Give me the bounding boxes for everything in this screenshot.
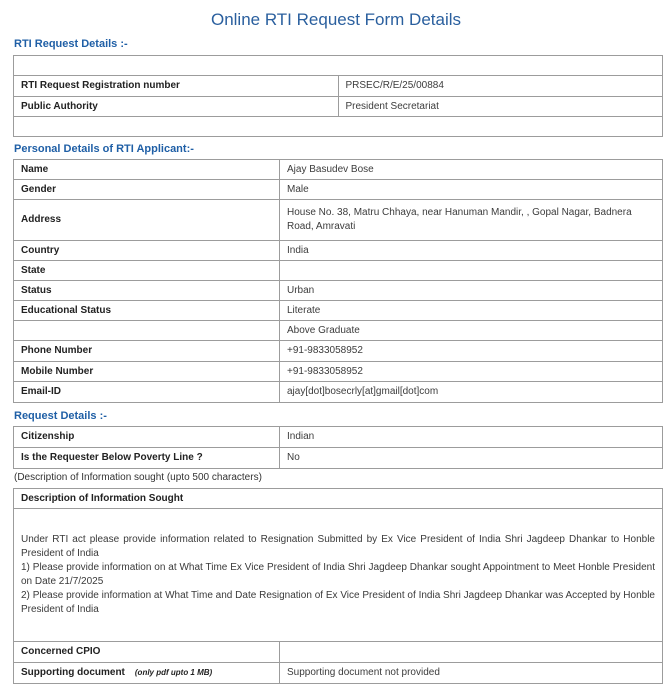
description-line: 1) Please provide information on at What Time Ex Vice President of India Shri Jagdeep Dhankar sought Appointment to Meet Honble President on Date 21/7/2025 — [21, 562, 655, 587]
description-table — [13, 488, 663, 642]
country-value: India — [280, 241, 663, 261]
table-row — [14, 281, 663, 301]
gender-label: Gender — [14, 180, 280, 200]
table-row — [14, 341, 663, 362]
name-label: Name — [14, 160, 280, 180]
table-row — [14, 261, 663, 281]
description-line: Under RTI act please provide information related to Resignation Submitted by Ex Vice President of India Shri Jagdeep Dhankar to Honble President of India — [21, 534, 655, 559]
mobile-value: +91-9833058952 — [280, 362, 663, 382]
table-row — [14, 97, 663, 117]
table-row — [14, 509, 663, 642]
bpl-label: Is the Requester Below Poverty Line ? — [14, 448, 280, 469]
bpl-value: No — [280, 448, 663, 469]
description-note: (Description of Information sought (upto 500 characters) — [14, 472, 262, 483]
table-row — [14, 663, 663, 684]
authority-label: Public Authority — [14, 97, 339, 117]
table-row — [14, 489, 663, 509]
gender-value: Male — [280, 180, 663, 200]
authority-value: President Secretariat — [338, 97, 663, 117]
description-header: Description of Information Sought — [14, 489, 663, 509]
status-value: Urban — [280, 281, 663, 301]
table-row — [14, 160, 663, 180]
description-line: 2) Please provide information at What Time and Date Resignation of Ex Vice President of India Shri Jagdeep Dhankar was Accepted by Honble President of India — [21, 590, 655, 615]
table-row — [14, 362, 663, 382]
page-title: Online RTI Request Form Details — [210, 10, 462, 29]
phone-value: +91-9833058952 — [280, 341, 663, 362]
table-row — [14, 241, 663, 261]
name-value: Ajay Basudev Bose — [280, 160, 663, 180]
supporting-document-cell — [14, 663, 280, 684]
empty-cell — [14, 56, 663, 76]
cpio-value — [280, 642, 663, 663]
table-row — [14, 642, 663, 663]
registration-label: RTI Request Registration number — [14, 76, 339, 97]
table-row — [14, 76, 663, 97]
applicant-table — [13, 159, 663, 403]
address-label: Address — [14, 200, 280, 241]
table-row — [14, 448, 663, 469]
citizenship-value: Indian — [280, 427, 663, 448]
section-personal-details: Personal Details of RTI Applicant:- — [14, 143, 194, 155]
email-value: ajay[dot]bosecrly[at]gmail[dot]com — [280, 382, 663, 403]
cpio-label: Concerned CPIO — [14, 642, 280, 663]
supporting-hint: (only pdf upto 1 MB) — [134, 668, 213, 677]
mobile-label: Mobile Number — [14, 362, 280, 382]
empty-cell — [14, 321, 280, 341]
table-row — [14, 301, 663, 321]
state-label: State — [14, 261, 280, 281]
citizenship-label: Citizenship — [14, 427, 280, 448]
state-value — [280, 261, 663, 281]
cpio-table — [13, 641, 663, 684]
table-row — [14, 117, 663, 137]
registration-value: PRSEC/R/E/25/00884 — [338, 76, 663, 97]
request-table — [13, 426, 663, 469]
education-label: Educational Status — [14, 301, 280, 321]
section-rti-request-details: RTI Request Details :- — [14, 38, 128, 50]
phone-label: Phone Number — [14, 341, 280, 362]
email-label: Email-ID — [14, 382, 280, 403]
education-extra-value: Above Graduate — [280, 321, 663, 341]
table-row — [14, 56, 663, 76]
education-value: Literate — [280, 301, 663, 321]
table-row — [14, 200, 663, 241]
table-row — [14, 427, 663, 448]
table-row — [14, 180, 663, 200]
description-text — [14, 509, 663, 642]
empty-cell — [14, 117, 663, 137]
supporting-label: Supporting document — [21, 667, 125, 678]
section-request-details: Request Details :- — [14, 410, 107, 422]
status-label: Status — [14, 281, 280, 301]
table-row — [14, 382, 663, 403]
address-value: House No. 38, Matru Chhaya, near Hanuman Mandir, , Gopal Nagar, Badnera Road, Amravati — [280, 200, 663, 241]
rti-request-table — [13, 55, 663, 137]
supporting-value: Supporting document not provided — [280, 663, 663, 684]
country-label: Country — [14, 241, 280, 261]
table-row — [14, 321, 663, 341]
